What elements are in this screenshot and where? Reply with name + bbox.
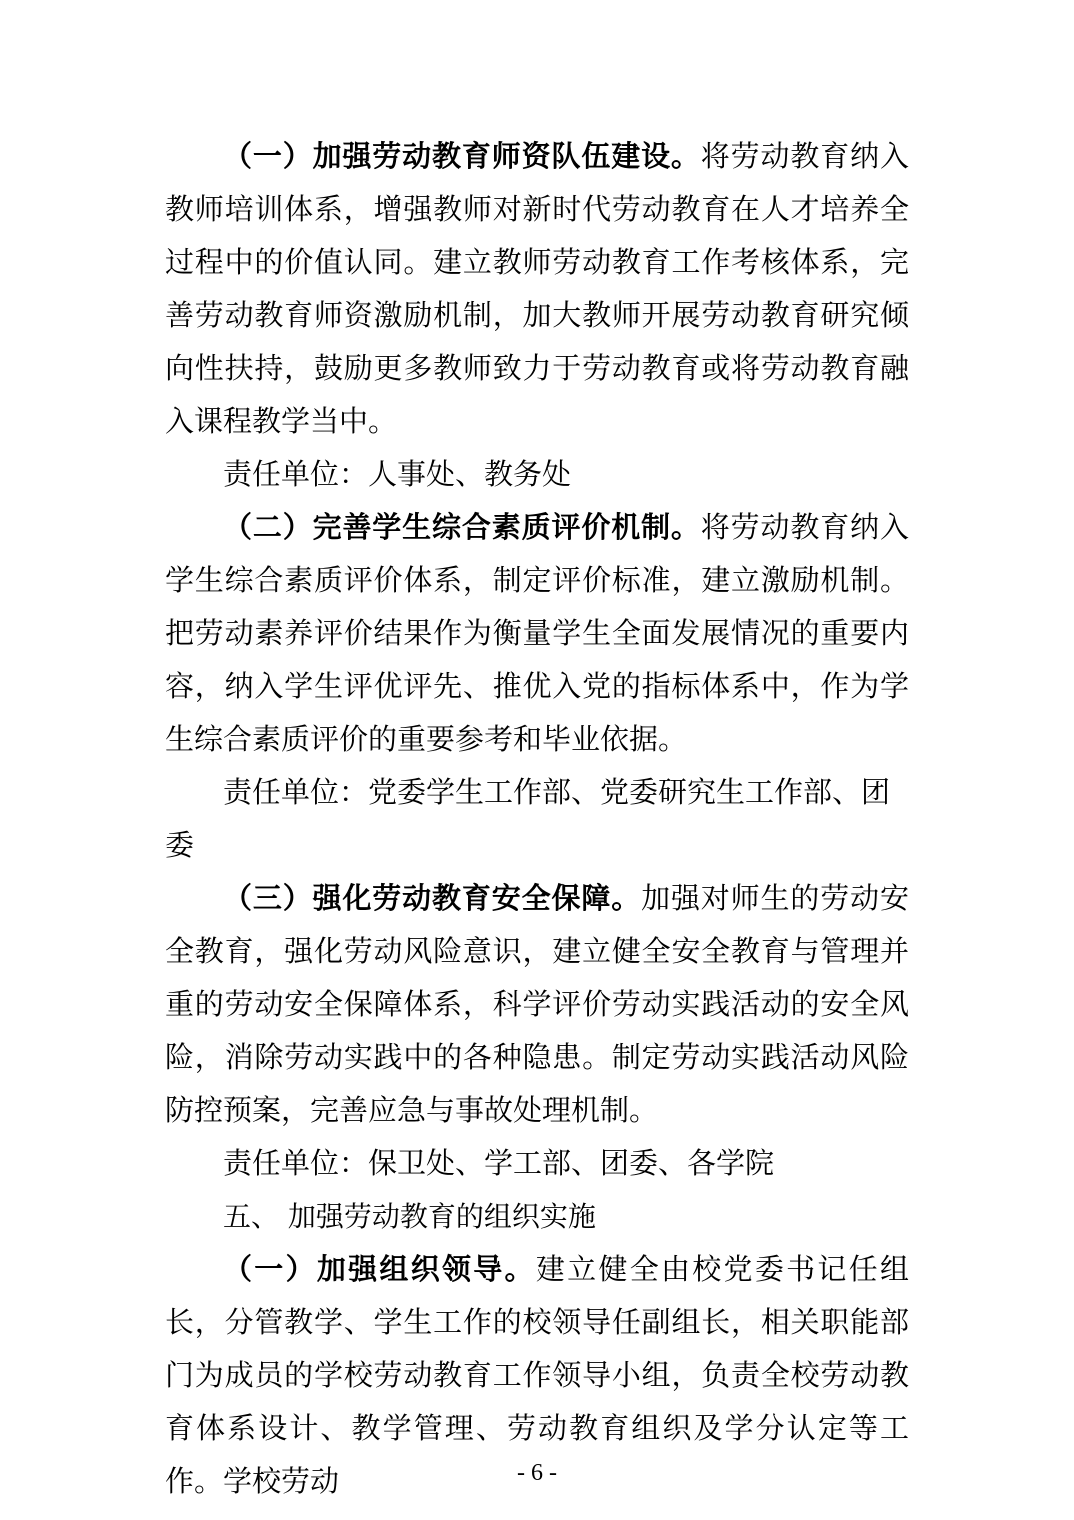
paragraph-text: 将劳动教育纳入教师培训体系，增强教师对新时代劳动教育在人才培养全过程中的价值认同。建立教师劳动教育工作考核体系，完善劳动教育师资激励机制，加大教师开展劳动教育研究倾向性扶持，鼓励更多教师致力于劳动教育或将劳动教育融入课程教学当中。	[165, 139, 909, 438]
paragraph-student-evaluation	[165, 501, 909, 766]
page-number: - 6 -	[517, 1460, 557, 1486]
responsible-units: 责任单位：人事处、教务处	[223, 457, 572, 491]
paragraph-text: 加强对师生的劳动安全教育，强化劳动风险意识，建立健全安全教育与管理并重的劳动安全保障体系，科学评价劳动实践活动的安全风险，消除劳动实践中的各种隐患。制定劳动实践活动风险防控预案，完善应急与事故处理机制。	[165, 881, 909, 1127]
paragraph-text: 将劳动教育纳入学生综合素质评价体系，制定评价标准，建立激励机制。把劳动素养评价结果作为衡量学生全面发展情况的重要内容，纳入学生评优评先、推优入党的指标体系中，作为学生综合素质评价的重要参考和毕业依据。	[165, 510, 909, 756]
document-body	[165, 130, 909, 1508]
section-heading: 五、 加强劳动教育的组织实施	[223, 1200, 596, 1233]
paragraph-heading: （二）完善学生综合素质评价机制。	[223, 510, 701, 544]
responsible-units: 责任单位：保卫处、学工部、团委、各学院	[223, 1146, 775, 1180]
paragraph-teacher-training	[165, 130, 909, 448]
paragraph-heading: （三）强化劳动教育安全保障。	[223, 881, 642, 915]
paragraph-text: 建立健全由校党委书记任组长，分管教学、学生工作的校领导任副组长，相关职能部门为成员的学校劳动教育工作领导小组，负责全校劳动教育体系设计、教学管理、劳动教育组织及学分认定等工作。学校劳动	[165, 1252, 909, 1498]
paragraph-safety	[165, 872, 909, 1137]
responsible-units: 责任单位：党委学生工作部、党委研究生工作部、团委	[165, 775, 891, 862]
paragraph-heading: （一）加强组织领导。	[223, 1252, 536, 1286]
paragraph-heading: （一）加强劳动教育师资队伍建设。	[223, 139, 701, 173]
